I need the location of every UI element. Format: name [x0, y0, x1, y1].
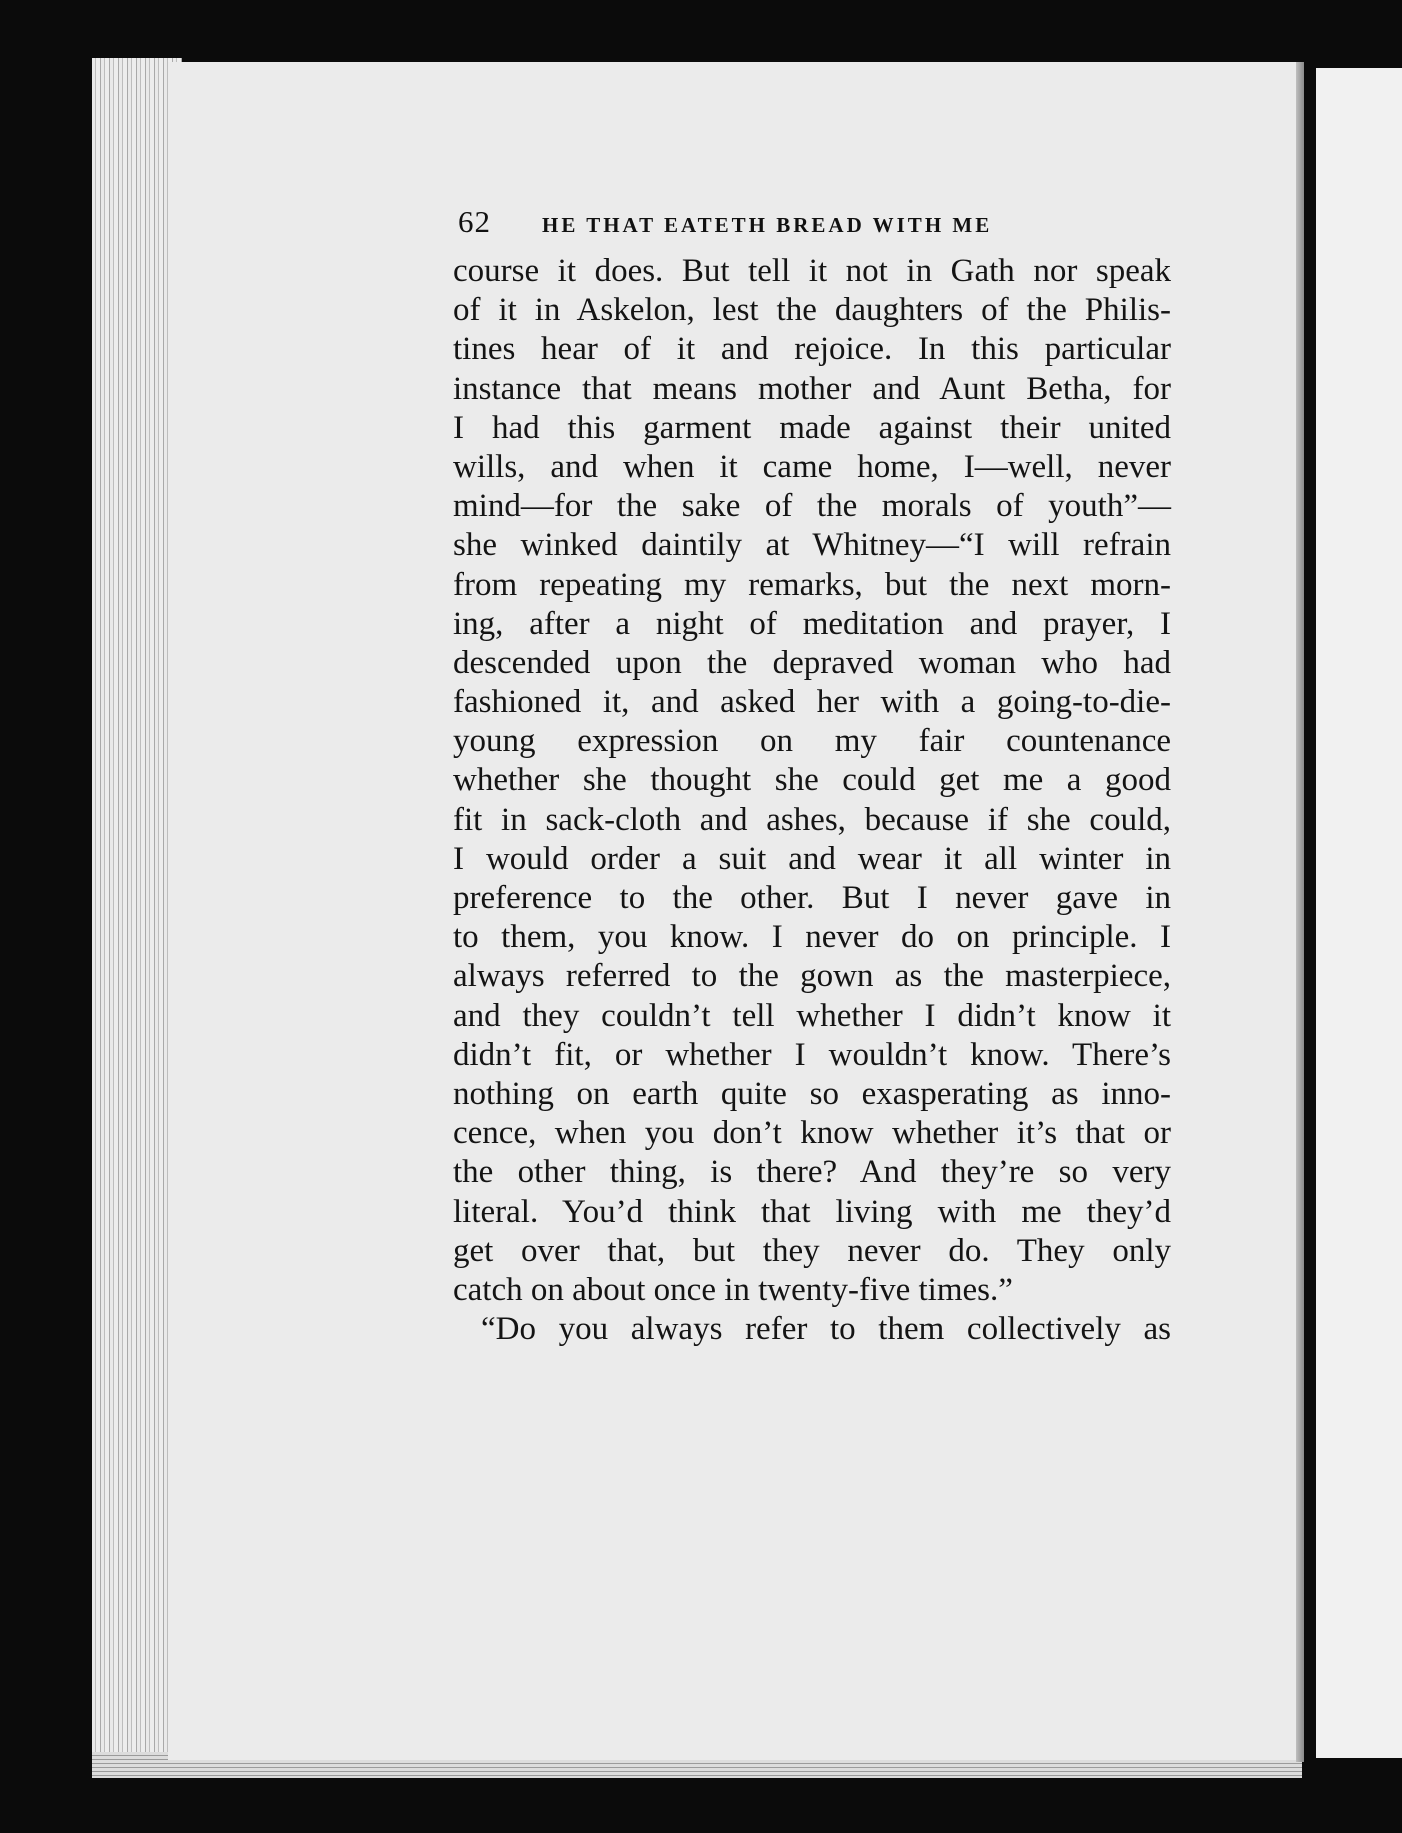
running-head-title: HE THAT EATETH BREAD WITH ME [542, 213, 993, 237]
text-line: young expression on my fair countenance [453, 723, 1171, 760]
body-text [453, 252, 1171, 1349]
text-line: of it in Askelon, lest the daughters of the Philis- [453, 292, 1171, 329]
text-line: preference to the other. But I never gave in [453, 880, 1171, 916]
text-line: to them, you know. I never do on principle. I [453, 919, 1171, 956]
paragraph-end-line: catch on about once in twenty-five times.” [453, 1271, 1013, 1308]
text-line: didn’t fit, or whether I wouldn’t know. There’s [453, 1036, 1171, 1073]
text-line: and they couldn’t tell whether I didn’t know it [453, 997, 1171, 1034]
text-line: mind—for the sake of the morals of youth”— [453, 488, 1171, 525]
text-line: I had this garment made against their united [453, 409, 1171, 446]
text-line: literal. You’d think that living with me they’d [453, 1193, 1171, 1230]
text-line: fashioned it, and asked her with a going-to-die- [453, 684, 1171, 721]
gutter-shadow [1296, 62, 1304, 1762]
text-line: wills, and when it came home, I—well, never [453, 448, 1171, 485]
paragraph-start-line: “Do you always refer to them collectively as [481, 1311, 1171, 1348]
text-line: she winked daintily at Whitney—“I will refrain [453, 527, 1171, 564]
text-line: ing, after a night of meditation and prayer, I [453, 605, 1171, 642]
text-line: descended upon the depraved woman who had [453, 644, 1171, 681]
text-line: whether she thought she could get me a good [453, 762, 1171, 799]
text-line: course it does. But tell it not in Gath nor speak [453, 253, 1171, 289]
text-line: nothing on earth quite so exasperating as inno- [453, 1075, 1171, 1112]
text-line: instance that means mother and Aunt Betha, for [453, 370, 1171, 407]
text-line: tines hear of it and rejoice. In this particular [453, 331, 1171, 368]
text-line: fit in sack-cloth and ashes, because if she could, [453, 801, 1171, 838]
page-number: 62 [458, 204, 491, 239]
text-line: the other thing, is there? And they’re so very [453, 1154, 1171, 1191]
text-line: get over that, but they never do. They only [453, 1232, 1171, 1269]
text-line: cence, when you don’t know whether it’s that or [453, 1115, 1171, 1152]
text-line: from repeating my remarks, but the next morn- [453, 566, 1171, 603]
facing-page-edge [1316, 68, 1402, 1758]
running-head [458, 204, 1178, 244]
text-line: always referred to the gown as the masterpiece, [453, 958, 1171, 995]
text-line: I would order a suit and wear it all winter in [453, 840, 1171, 877]
